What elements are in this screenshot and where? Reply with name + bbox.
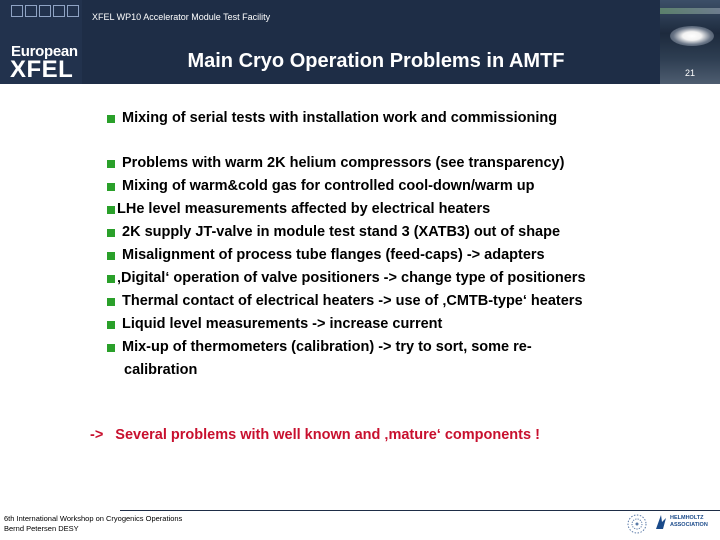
bullet-marker-icon	[107, 298, 115, 306]
bullet-marker-icon	[107, 183, 115, 191]
partner-logo-text	[670, 515, 708, 529]
logo-square-icon	[11, 5, 23, 17]
bullet-marker-icon	[107, 252, 115, 260]
page-number: 21	[684, 68, 695, 78]
bullet-item: 2K supply JT-valve in module test stand 3 (XATB3) out of shape	[122, 224, 561, 240]
conclusion-text: Several problems with well known and ‚mature‘ components !	[115, 427, 540, 443]
footer-workshop: 6th International Workshop on Cryogenics Operations	[4, 514, 183, 523]
bullet-item: ‚Digital‘ operation of valve positioners -> change type of positioners	[117, 270, 586, 286]
european-xfel-logo	[0, 0, 82, 84]
conclusion-statement	[90, 427, 540, 443]
corner-streak	[660, 8, 720, 14]
bullet-item: Mixing of warm&cold gas for controlled cool-down/warm up	[122, 178, 535, 194]
facility-name: XFEL WP10 Accelerator Module Test Facility	[92, 12, 271, 22]
footer-author: Bernd Petersen DESY	[4, 524, 79, 533]
bullet-marker-icon	[107, 160, 115, 168]
globe-dots-icon	[626, 513, 648, 535]
bullet-item: Misalignment of process tube flanges (feed-caps) -> adapters	[122, 247, 545, 263]
logo-square-icon	[53, 5, 65, 17]
logo-square-icon	[25, 5, 37, 17]
logo-square-icon	[39, 5, 51, 17]
bullet-marker-icon	[107, 206, 115, 214]
bullet-item: Mixing of serial tests with installation work and commissioning	[122, 110, 558, 126]
bullet-item: LHe level measurements affected by electrical heaters	[117, 201, 491, 217]
footer-divider	[120, 510, 720, 511]
bullet-marker-icon	[107, 344, 115, 352]
slide-title: Main Cryo Operation Problems in AMTF	[187, 50, 565, 72]
bullet-marker-icon	[107, 229, 115, 237]
partner-line-2: ASSOCIATION	[670, 522, 708, 528]
bullet-item: Mix-up of thermometers (calibration) -> try to sort, some re-	[122, 339, 532, 355]
bullet-marker-icon	[107, 321, 115, 329]
bullet-item: Thermal contact of electrical heaters -> use of ‚CMTB-type‘ heaters	[122, 293, 583, 309]
partner-line-1: HELMHOLTZ	[670, 515, 704, 521]
helmholtz-logo-icon	[654, 513, 668, 531]
logo-text-xfel: XFEL	[10, 56, 74, 83]
footer-credits	[4, 514, 182, 534]
bullet-marker-icon	[107, 115, 115, 123]
bullet-item: Problems with warm 2K helium compressors (see transparency)	[122, 155, 565, 171]
conclusion-arrow: ->	[90, 427, 104, 443]
bullet-marker-icon	[107, 275, 115, 283]
logo-text-european: European	[11, 43, 78, 60]
bullet-continuation: calibration	[124, 362, 198, 378]
header-bar	[0, 0, 720, 84]
logo-square-icon	[67, 5, 79, 17]
bullet-item: Liquid level measurements -> increase current	[122, 316, 443, 332]
corner-glow	[670, 26, 714, 46]
